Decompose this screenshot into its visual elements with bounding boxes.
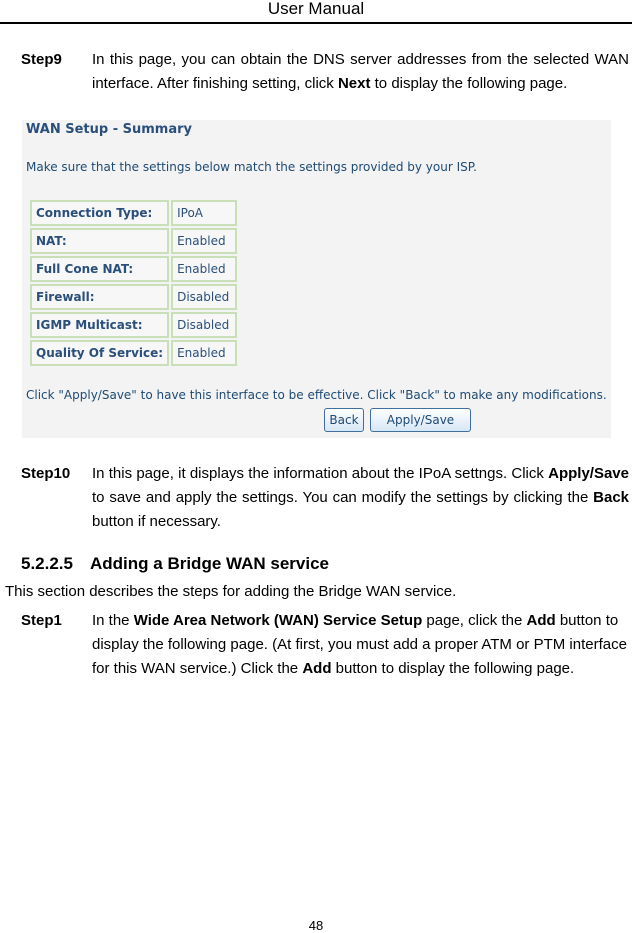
apply-save-button[interactable]: Apply/Save [370, 408, 471, 432]
step10-bold-apply: Apply/Save [548, 465, 629, 482]
wan-summary-table [28, 198, 239, 368]
table-row [30, 228, 237, 254]
table-row [30, 256, 237, 282]
step10-text [92, 462, 629, 534]
table-row [30, 340, 237, 366]
step10-text-2: to save and apply the settings. You can modify the settings by clicking the [92, 489, 594, 506]
section-intro: This section describes the steps for adding the Bridge WAN service. [5, 583, 457, 600]
section-heading [21, 552, 329, 576]
step9-text-1: In this page, you can obtain the DNS server addresses from the selected WAN interface. After finishing setting, click [92, 51, 629, 92]
header-title: User Manual [267, 0, 365, 18]
step1-bold-add: Add [526, 612, 556, 629]
summary-key: IGMP Multicast: [30, 312, 169, 338]
summary-key: Quality Of Service: [30, 340, 169, 366]
section-number: 5.2.2.5 [21, 554, 73, 573]
wan-summary-intro: Make sure that the settings below match the settings provided by your ISP. [26, 160, 477, 174]
back-button[interactable]: Back [324, 408, 364, 432]
wan-summary-screenshot [22, 120, 611, 438]
step1-bold-add-2: Add [302, 660, 332, 677]
summary-key: Firewall: [30, 284, 169, 310]
step1-bold-wan-setup: Wide Area Network (WAN) Service Setup [133, 612, 423, 629]
step10-label: Step10 [21, 465, 71, 482]
step9-text [92, 48, 629, 96]
page-header [0, 0, 632, 24]
wan-summary-note: Click "Apply/Save" to have this interface to be effective. Click "Back" to make any modifications. [26, 388, 607, 402]
step1-label: Step1 [21, 612, 62, 629]
step10-text-3: button if necessary. [92, 513, 221, 530]
step1-text-3: button to display the following page. (At first, you must add a proper ATM or PTM interface for this WAN service.) Click the [92, 612, 627, 677]
summary-value: IPoA [171, 200, 237, 226]
table-row [30, 284, 237, 310]
section-title: Adding a Bridge WAN service [90, 554, 329, 573]
table-row [30, 312, 237, 338]
page-number: 48 [308, 918, 324, 933]
summary-value: Enabled [171, 340, 237, 366]
summary-value: Enabled [171, 256, 237, 282]
table-row [30, 200, 237, 226]
step1-text-2: page, click the [422, 612, 527, 629]
step10-bold-back: Back [593, 489, 629, 506]
step1-text-4: button to display the following page. [331, 660, 575, 677]
summary-key: Connection Type: [30, 200, 169, 226]
summary-value: Enabled [171, 228, 237, 254]
step10-text-1: In this page, it displays the information about the IPoA settngs. Click [92, 465, 549, 482]
wan-summary-title: WAN Setup - Summary [26, 122, 192, 137]
step9-bold-next: Next [337, 75, 371, 92]
summary-key: NAT: [30, 228, 169, 254]
step1-text-1: In the [92, 612, 134, 629]
summary-value: Disabled [171, 312, 237, 338]
summary-key: Full Cone NAT: [30, 256, 169, 282]
step9-text-2: to display the following page. [370, 75, 568, 92]
step1-text [92, 609, 629, 681]
step9-label: Step9 [21, 51, 62, 68]
summary-value: Disabled [171, 284, 237, 310]
